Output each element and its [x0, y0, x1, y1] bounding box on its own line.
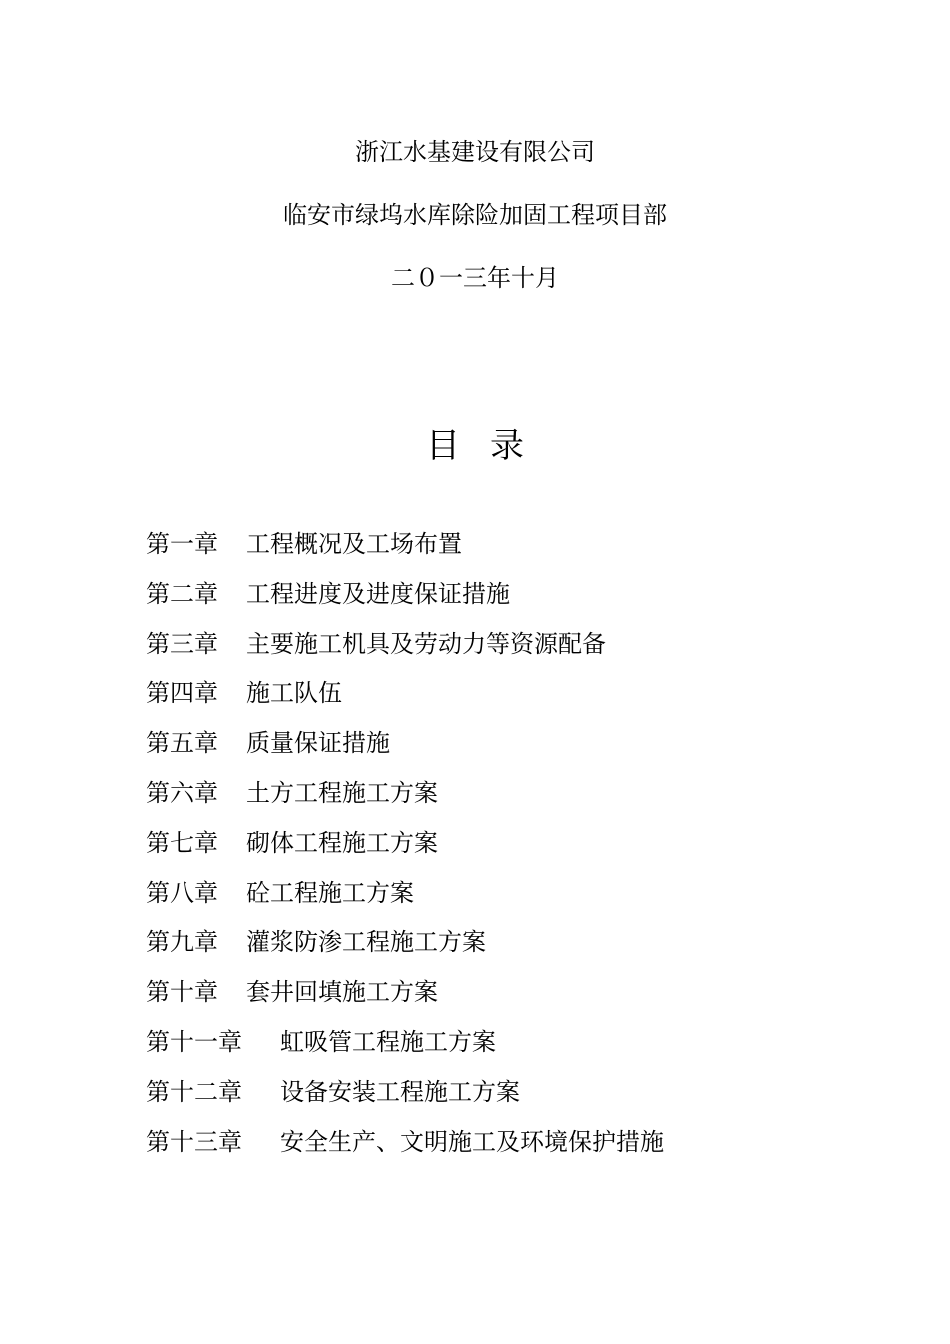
document-date: 二０一三年十月: [391, 264, 559, 292]
toc-item-3[interactable]: [146, 628, 664, 678]
toc-item-7[interactable]: [146, 827, 664, 877]
project-department: 临安市绿坞水库除险加固工程项目部: [283, 201, 667, 229]
toc-chapter-title: 虹吸管工程施工方案: [280, 1027, 496, 1056]
toc-item-9[interactable]: [146, 926, 664, 976]
toc-chapter-label: 第三章: [146, 629, 218, 658]
toc-chapter-label: 第十二章: [146, 1077, 242, 1106]
company-name: 浙江水基建设有限公司: [355, 138, 595, 166]
toc-chapter-label: 第八章: [146, 878, 218, 907]
toc-chapter-title: 主要施工机具及劳动力等资源配备: [246, 629, 606, 658]
toc-item-11[interactable]: [146, 1026, 664, 1076]
toc-item-12[interactable]: [146, 1076, 664, 1126]
toc-chapter-label: 第七章: [146, 828, 218, 857]
toc-chapter-title: 土方工程施工方案: [246, 778, 438, 807]
toc-chapter-label: 第四章: [146, 679, 218, 708]
toc-chapter-title: 砌体工程施工方案: [246, 828, 438, 857]
toc-item-13[interactable]: [146, 1126, 664, 1176]
toc-chapter-title: 质量保证措施: [246, 729, 390, 758]
toc-item-1[interactable]: [146, 528, 664, 578]
toc-chapter-label: 第九章: [146, 928, 218, 957]
toc-chapter-label: 第六章: [146, 778, 218, 807]
toc-chapter-title: 设备安装工程施工方案: [280, 1077, 520, 1106]
toc-chapter-label: 第十一章: [146, 1027, 242, 1056]
toc-chapter-title: 安全生产、文明施工及环境保护措施: [280, 1127, 664, 1156]
toc-chapter-label: 第一章: [146, 530, 218, 558]
toc-item-6[interactable]: [146, 777, 664, 827]
table-of-contents: [146, 528, 664, 1175]
toc-item-10[interactable]: [146, 976, 664, 1026]
toc-chapter-label: 第五章: [146, 729, 218, 758]
toc-chapter-label: 第二章: [146, 579, 218, 608]
toc-chapter-title: 施工队伍: [246, 679, 342, 708]
toc-item-4[interactable]: [146, 677, 664, 727]
toc-chapter-label: 第十三章: [146, 1127, 242, 1156]
toc-item-2[interactable]: [146, 578, 664, 628]
toc-chapter-label: 第十章: [146, 978, 218, 1007]
toc-item-5[interactable]: [146, 727, 664, 777]
toc-title: 目录: [426, 426, 554, 466]
toc-chapter-title: 灌浆防渗工程施工方案: [246, 928, 486, 957]
toc-chapter-title: 工程概况及工场布置: [246, 530, 462, 558]
toc-chapter-title: 工程进度及进度保证措施: [246, 579, 510, 608]
toc-item-8[interactable]: [146, 877, 664, 927]
toc-chapter-title: 套井回填施工方案: [246, 978, 438, 1007]
toc-chapter-title: 砼工程施工方案: [246, 878, 414, 907]
